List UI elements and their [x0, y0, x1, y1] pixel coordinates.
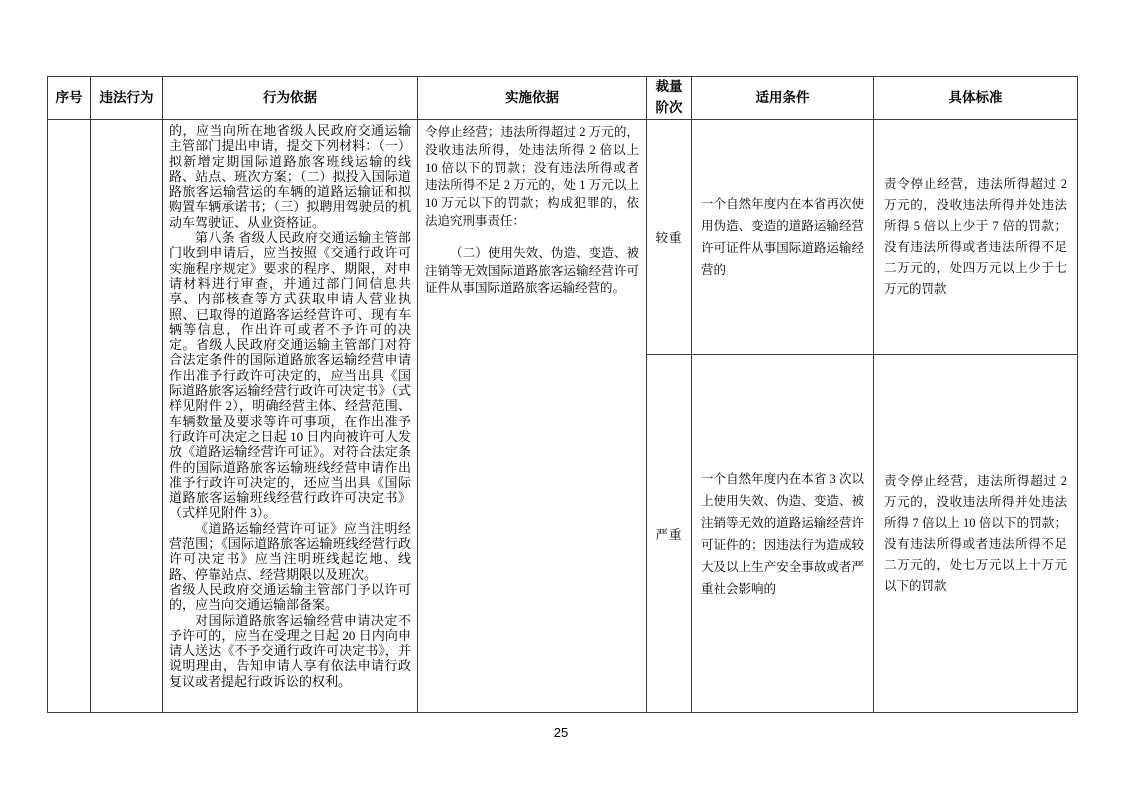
cell-specific-standard-severe: [874, 355, 1078, 713]
paragraph: 的，应当向所在地省级人民政府交通运输主管部门提出申请，提交下列材料：（一）拟新增定期国际道路旅客班线运输的线路、站点、班次方案；（二）拟投入国际道路旅客运输营运的车辆的道路运输证和拟购置车辆承诺书；（三）拟聘用驾驶员的机动车驾驶证、从业资格证。: [169, 123, 411, 230]
cell-implementation-basis: [418, 120, 647, 713]
cell-applicable-condition-moderate: [692, 120, 874, 355]
header-serial-number: 序号: [48, 77, 91, 120]
cell-applicable-condition-severe: [692, 355, 874, 713]
paragraph: 《道路运输经营许可证》应当注明经营范围；《国际道路旅客运输班线经营行政许可决定书》应当注明班线起讫地、线路、停靠站点、经营期限以及班次。: [169, 520, 411, 582]
cell-specific-standard-moderate: [874, 120, 1078, 355]
paragraph: 省级人民政府交通运输主管部门予以许可的，应当向交通运输部备案。: [169, 581, 411, 613]
paragraph: 对国际道路旅客运输经营申请决定不予许可的，应当在受理之日起 20 日内向申请人送达《不予交通行政许可决定书》，并说明理由，告知申请人享有依法申请行政复议或者提起行政诉讼的权利。: [169, 612, 411, 689]
cell-violation: [91, 120, 163, 713]
cell-discretion-level-moderate: 较重: [647, 120, 692, 355]
paragraph: 一个自然年度内在本省 3 次以上使用失效、伪造、变造、被注销等无效的道路运输经营许可证件的；因违法行为造成较大及以上生产安全事故或者严重社会影响的: [701, 471, 864, 596]
paragraph: 责令停止经营，违法所得超过 2 万元的，没收违法所得并处违法所得 5 倍以上少于 7 倍的罚款；没有违法所得或者违法所得不足二万元的，处四万元以上少于七万元的罚款: [884, 177, 1067, 296]
header-violation: 违法行为: [91, 77, 163, 120]
header-behavior-basis: 行为依据: [163, 77, 418, 120]
table-header-row: [48, 77, 1078, 120]
paragraph: 令停止经营；违法所得超过 2 万元的，没收违法所得，处违法所得 2 倍以上 10 倍以下的罚款；没有违法所得或者违法所得不足 2 万元的，处 1 万元以上 10 万元以下的罚款；构成犯罪的，依法追究刑事责任：: [425, 125, 639, 228]
violation-discretion-table: [47, 76, 1078, 713]
table-row-discretion-moderate: [48, 120, 1078, 355]
header-discretion-level: 裁量阶次: [647, 77, 692, 120]
paragraph: 一个自然年度内在本省再次使用伪造、变造的道路运输经营许可证件从事国际道路运输经营的: [701, 197, 864, 277]
header-applicable-conditions: 适用条件: [692, 77, 874, 120]
cell-serial-number: [48, 120, 91, 713]
cell-discretion-level-severe: 严重: [647, 355, 692, 713]
header-specific-standards: 具体标准: [874, 77, 1078, 120]
cell-behavior-basis: [163, 120, 418, 713]
page-number: 25: [553, 725, 569, 740]
paragraph: （二）使用失效、伪造、变造、被注销等无效国际道路旅客运输经营许可证件从事国际道路旅客运输经营的。: [425, 245, 639, 296]
paragraph: 责令停止经营，违法所得超过 2 万元的，没收违法所得并处违法所得 7 倍以上 10 倍以下的罚款；没有违法所得或者违法所得不足二万元的，处七万元以上十万元以下的罚款: [884, 473, 1067, 593]
paragraph: 第八条 省级人民政府交通运输主管部门收到申请后，应当按照《交通行政许可实施程序规定》要求的程序、期限，对申请材料进行审查，并通过部门间信息共享、内部核查等方式获取申请人营业执照、已取得的道路客运经营许可、现有车辆等信息，作出许可或者不予许可的决定。省级人民政府交通运输主管部门对符合法定条件的国际道路旅客运输经营申请作出准予行政许可决定的，应当出具《国际道路旅客运输经营行政许可决定书》（式样见附件 2），明确经营主体、经营范围、车辆数量及要求等许可事项，在作出准予行政许可决定之日起 10 日内向被许可人发放《道路运输经营许可证》。对符合法定条件的国际道路旅客运输班线经营申请作出准予行政许可决定的，还应当出具《国际道路旅客运输班线经营行政许可决定书》（式样见附件 3）。: [169, 230, 411, 521]
header-implementation-basis: 实施依据: [418, 77, 647, 120]
